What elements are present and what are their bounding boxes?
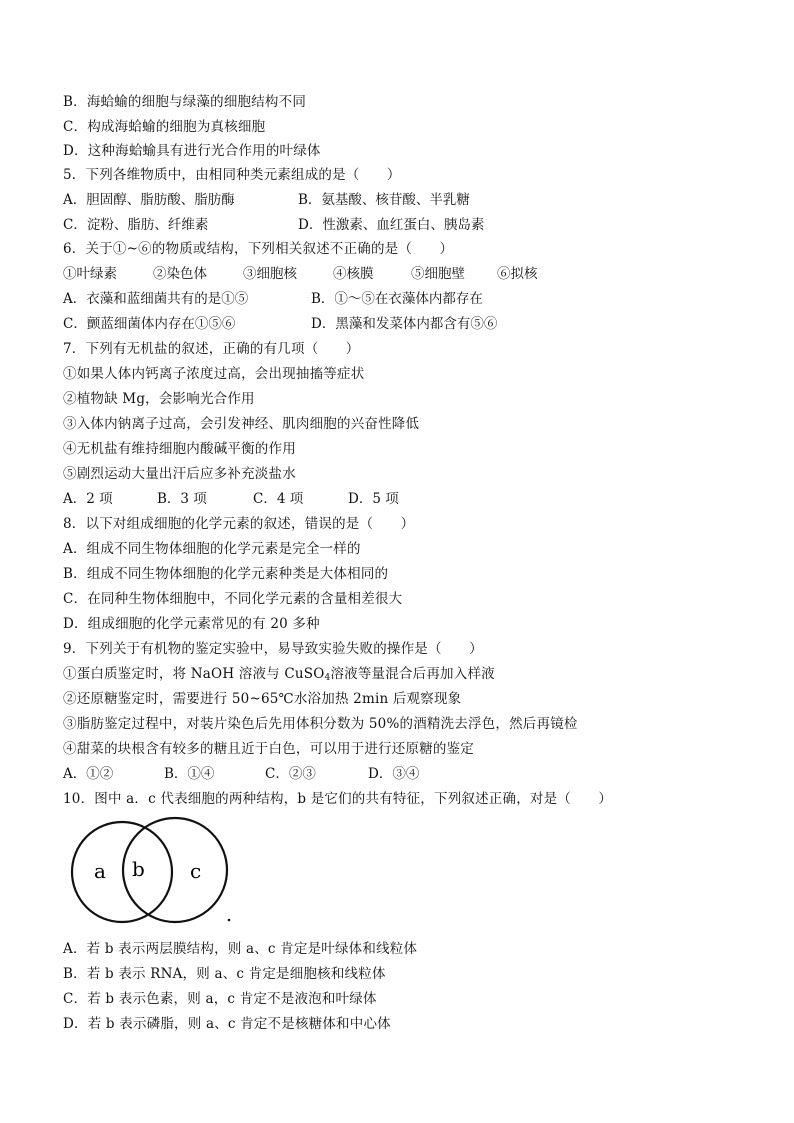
q10-option-b: B．若 b 表示 RNA，则 a、c 肯定是细胞核和线粒体 <box>63 966 386 982</box>
q7-option-a: A．2 项 <box>63 491 113 507</box>
q6-options-row2 <box>63 316 497 332</box>
q7-option-b: B．3 项 <box>157 491 207 507</box>
q7-statement-1: ①如果人体内钙离子浓度过高，会出现抽搐等症状 <box>63 366 365 382</box>
q6-item-3: ③细胞核 <box>243 266 297 282</box>
venn-label-b: b <box>132 857 145 881</box>
q6-option-d: D．黑藻和发菜体内都含有⑤⑥ <box>311 316 498 332</box>
q7-stem: 7．下列有无机盐的叙述，正确的有几项（ ） <box>63 341 360 357</box>
venn-label-c: c <box>190 859 202 883</box>
q6-item-1: ①叶绿素 <box>63 266 117 282</box>
q9-statement-2: ②还原糖鉴定时，需要进行 50~65℃水浴加热 2min 后观察现象 <box>63 691 462 707</box>
q5-option-d: D．性激素、血红蛋白、胰岛素 <box>298 217 485 233</box>
q9-option-b: B．①④ <box>164 766 215 782</box>
q9-options <box>63 766 419 782</box>
q7-statement-2: ②植物缺 Mg，会影响光合作用 <box>63 391 255 407</box>
q10-stem: 10．图中 a．c 代表细胞的两种结构，b 是它们的共有特征，下列叙述正确，对是（ ） <box>63 791 613 807</box>
q9-option-a: A．①② <box>63 766 114 782</box>
q9-stem: 9．下列关于有机物的鉴定实验中，易导致实验失败的操作是（ ） <box>63 641 483 657</box>
venn-label-a: a <box>94 859 106 883</box>
q5-option-b: B．氨基酸、核苷酸、半乳糖 <box>298 192 470 208</box>
q6-item-5: ⑤细胞壁 <box>411 266 465 282</box>
q5-stem: 5．下列各维物质中，由相同种类元素组成的是（ ） <box>63 167 401 183</box>
q5-option-a: A．胆固醇、脂肪酸、脂肪酶 <box>63 192 235 208</box>
q7-statement-5: ⑤剧烈运动大量出汗后应多补充淡盐水 <box>63 466 296 482</box>
q7-options <box>63 491 399 507</box>
q6-item-2: ②染色体 <box>153 266 207 282</box>
q5-options-row2 <box>63 217 484 233</box>
q6-item-6: ⑥拟核 <box>497 266 538 282</box>
q8-option-c: C．在同种生物体细胞中，不同化学元素的含量相差很大 <box>63 591 403 607</box>
q4-option-c: C．构成海蛤蝓的细胞为真核细胞 <box>63 119 266 135</box>
q8-stem: 8．以下对组成细胞的化学元素的叙述，错误的是（ ） <box>63 516 415 532</box>
venn-diagram <box>70 812 240 932</box>
q9-statement-3: ③脂肪鉴定过程中，对装片染色后先用体积分数为 50%的酒精洗去浮色，然后再镜检 <box>63 716 578 732</box>
q10-option-d: D．若 b 表示磷脂，则 a、c 肯定不是核糖体和中心体 <box>63 1016 391 1032</box>
q10-option-c: C．若 b 表示色素，则 a，c 肯定不是液泡和叶绿体 <box>63 991 377 1007</box>
q6-items <box>63 266 538 282</box>
q9-statement-1 <box>63 666 495 686</box>
q6-stem: 6．关于①~⑥的物质或结构，下列相关叙述不正确的是（ ） <box>63 241 454 257</box>
q9-statement-1-pre: ①蛋白质鉴定时，将 NaOH 溶液与 CuSO <box>63 666 325 682</box>
q9-option-d: D．③④ <box>368 766 420 782</box>
q8-option-a: A．组成不同生物体细胞的化学元素是完全一样的 <box>63 541 361 557</box>
q4-option-d: D．这种海蛤蝓具有进行光合作用的叶绿体 <box>63 143 321 159</box>
q7-statement-3: ③入体内钠离子过高，会引发神经、肌肉细胞的兴奋性降低 <box>63 416 420 432</box>
q10-option-a: A．若 b 表示两层膜结构，则 a、c 肯定是叶绿体和线粒体 <box>63 941 418 957</box>
q6-option-a: A．衣藻和蓝细菌共有的是①⑤ <box>63 291 249 307</box>
q5-options-row1 <box>63 192 470 208</box>
q7-option-d: D．5 项 <box>348 491 399 507</box>
q6-options-row1 <box>63 291 483 307</box>
q9-option-c: C．②③ <box>265 766 316 782</box>
q5-option-c: C．淀粉、脂肪、纤维素 <box>63 217 209 233</box>
q6-option-c: C．颤蓝细菌体内存在①⑤⑥ <box>63 316 236 332</box>
q8-option-b: B．组成不同生物体细胞的化学元素种类是大体相同的 <box>63 566 389 582</box>
q4-option-b: B．海蛤蝓的细胞与绿藻的细胞结构不同 <box>63 94 307 110</box>
q9-statement-1-sub: 4 <box>324 673 331 683</box>
q6-option-b: B．①～⑤在衣藻体内都存在 <box>311 291 483 307</box>
q8-option-d: D．组成细胞的化学元素常见的有 20 多种 <box>63 616 320 632</box>
q7-option-c: C．4 项 <box>253 491 304 507</box>
q6-item-4: ④核膜 <box>333 266 374 282</box>
venn-dot <box>228 919 231 922</box>
q9-statement-4: ④甜菜的块根含有较多的糖且近于白色，可以用于进行还原糖的鉴定 <box>63 741 474 757</box>
q7-statement-4: ④无机盐有维持细胞内酸碱平衡的作用 <box>63 441 296 457</box>
q9-statement-1-post: 溶液等量混合后再加入样液 <box>330 666 495 682</box>
